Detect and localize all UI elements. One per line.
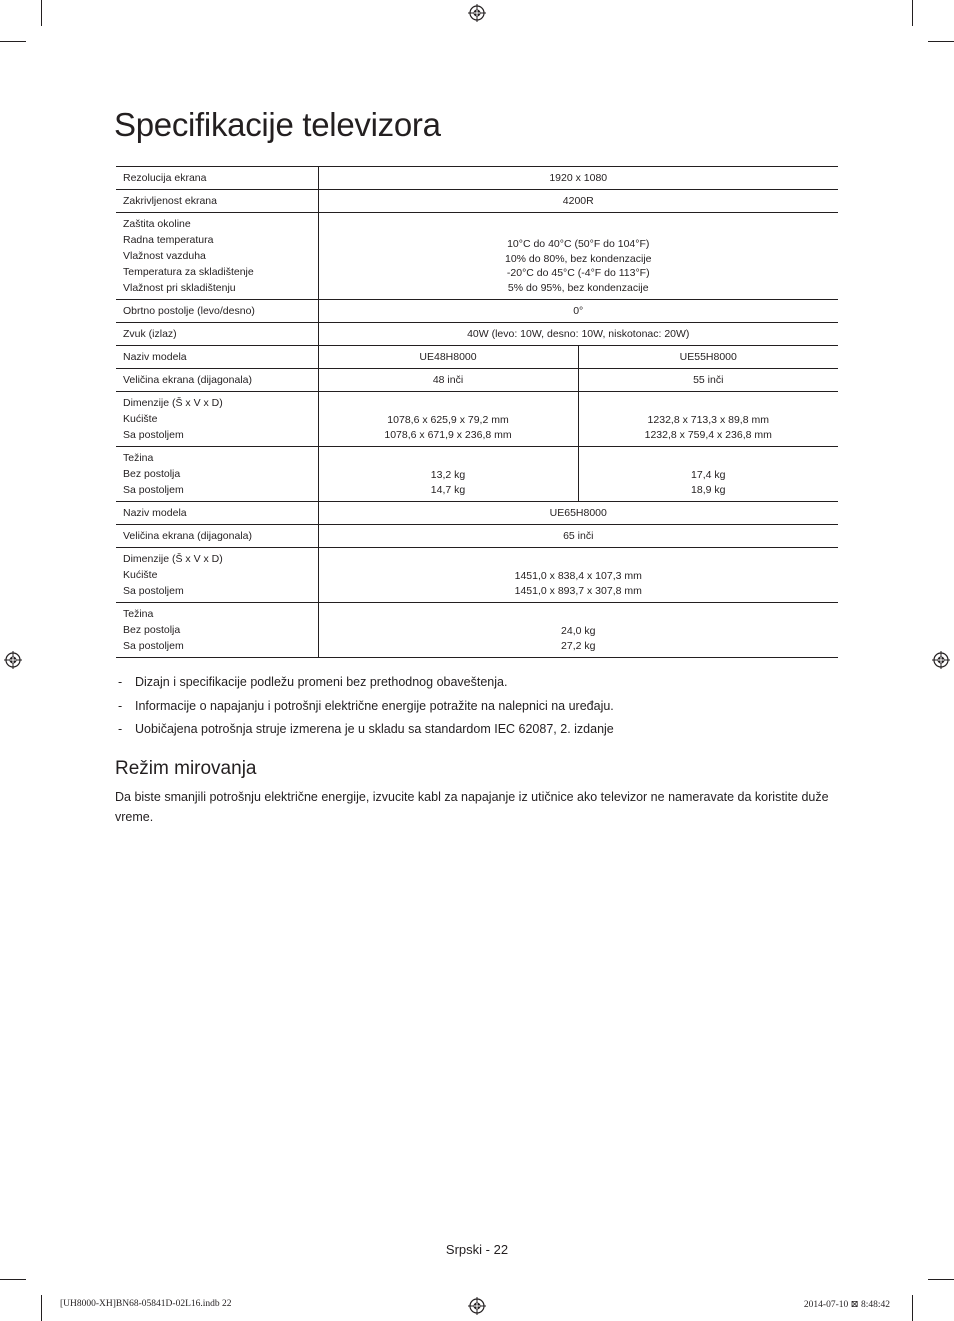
spec-value-line: UE65H8000 — [549, 507, 607, 519]
spec-label-line: Zvuk (izlaz) — [123, 328, 177, 340]
note-item — [118, 696, 614, 720]
spec-value-line: 17,4 kg — [691, 469, 726, 481]
spec-label-cell — [116, 167, 318, 190]
spec-value-cell — [578, 346, 838, 369]
print-slug-timestamp: 2014-07-10 ⊠ 8:48:42 — [803, 1300, 890, 1310]
spec-table-body — [116, 167, 838, 658]
note-item — [118, 672, 614, 696]
spec-label-line: Kućište — [123, 413, 158, 425]
registration-target-icon — [932, 651, 950, 669]
registration-target-icon — [468, 1297, 486, 1315]
spec-value-cell — [318, 213, 838, 300]
spec-value-cell — [318, 323, 838, 346]
spec-value-line: 4200R — [562, 195, 594, 207]
spec-row — [116, 525, 838, 548]
spec-row — [116, 323, 838, 346]
spec-row — [116, 369, 838, 392]
spec-label-line: Naziv modela — [123, 351, 187, 363]
crop-mark-top-left-h — [0, 41, 26, 42]
spec-label-line: Obrtno postolje (levo/desno) — [123, 305, 255, 317]
spec-label-cell — [116, 548, 318, 603]
spec-label-line: Težina — [123, 608, 154, 620]
note-text: Dizajn i specifikacije podležu promeni bez prethodnog obaveštenja. — [135, 675, 508, 689]
spec-row — [116, 300, 838, 323]
registration-target-icon — [468, 4, 486, 22]
spec-value-line: 10°C do 40°C (50°F do 104°F) — [507, 238, 650, 250]
spec-value-cell — [318, 502, 838, 525]
crop-mark-top-right-h — [928, 41, 954, 42]
spec-label-line: Sa postoljem — [123, 640, 184, 652]
spec-value-line: 27,2 kg — [561, 639, 596, 652]
note-text: Informacije o napajanju i potrošnji električne energije potražite na nalepnici na uređaju. — [135, 698, 614, 713]
spec-row — [116, 548, 838, 603]
spec-value-cell — [318, 548, 838, 603]
crop-mark-bottom-right-h — [928, 1279, 954, 1280]
spec-table — [116, 166, 838, 658]
spec-label-cell — [116, 323, 318, 346]
spec-label-line: Zakrivljenost ekrana — [123, 195, 217, 207]
section-title: Režim mirovanja — [115, 758, 257, 779]
spec-label-line: Vlažnost pri skladištenju — [123, 282, 236, 294]
spec-value-line: 18,9 kg — [691, 483, 726, 496]
spec-row — [116, 392, 838, 447]
spec-label-cell — [116, 346, 318, 369]
spec-value-line: 1078,6 x 625,9 x 79,2 mm — [387, 414, 509, 426]
spec-value-cell — [318, 392, 578, 447]
spec-label-line: Sa postoljem — [123, 484, 184, 496]
spec-row — [116, 346, 838, 369]
section-paragraph: Da biste smanjili potrošnju električne energije, izvucite kabl za napajanje iz utičnice ako televizor ne nameravate da koristite duže vreme. — [115, 790, 829, 824]
spec-label-line: Sa postoljem — [123, 429, 184, 441]
spec-label-line: Naziv modela — [123, 507, 187, 519]
spec-row — [116, 213, 838, 300]
spec-value-line: 1451,0 x 838,4 x 107,3 mm — [514, 570, 642, 582]
spec-label-line: Dimenzije (Š x V x D) — [123, 553, 223, 565]
crop-mark-bottom-left-h — [0, 1279, 26, 1280]
spec-label-cell — [116, 525, 318, 548]
spec-label-line: Sa postoljem — [123, 585, 184, 597]
spec-value-cell — [318, 369, 578, 392]
print-slug-filename: [UH8000-XH]BN68-05841D-02L16.indb 22 — [60, 1299, 232, 1309]
spec-label-line: Bez postolja — [123, 624, 181, 636]
spec-value-line: 48 inči — [432, 374, 464, 386]
spec-value-line: 24,0 kg — [561, 625, 596, 637]
spec-value-line: -20°C do 45°C (-4°F do 113°F) — [506, 267, 650, 279]
spec-value-line: 40W (levo: 10W, desno: 10W, niskotonac: 20W) — [467, 328, 690, 340]
spec-label-line: Veličina ekrana (dijagonala) — [123, 374, 252, 386]
spec-label-cell — [116, 502, 318, 525]
spec-value-cell — [318, 447, 578, 502]
spec-value-line: UE55H8000 — [679, 351, 737, 363]
spec-row — [116, 502, 838, 525]
spec-label-line: Dimenzije (Š x V x D) — [123, 397, 223, 409]
spec-value-cell — [578, 369, 838, 392]
spec-value-cell — [318, 300, 838, 323]
spec-label-cell — [116, 603, 318, 658]
spec-value-cell — [578, 447, 838, 502]
spec-value-line: UE48H8000 — [419, 351, 477, 363]
spec-value-line: 5% do 95%, bez kondenzacije — [507, 281, 649, 294]
spec-value-cell — [318, 603, 838, 658]
note-bullet: - — [118, 675, 123, 689]
spec-value-cell — [318, 525, 838, 548]
spec-label-cell — [116, 190, 318, 213]
spec-value-line: 1920 x 1080 — [549, 172, 608, 184]
crop-mark-bottom-left-v — [41, 1295, 42, 1321]
spec-row — [116, 167, 838, 190]
spec-value-cell — [318, 167, 838, 190]
crop-mark-bottom-right-v — [912, 1295, 913, 1321]
note-bullet: - — [118, 698, 123, 713]
note-item — [118, 719, 614, 743]
spec-label-cell — [116, 447, 318, 502]
spec-label-cell — [116, 300, 318, 323]
spec-value-line: 55 inči — [693, 374, 724, 386]
spec-label-cell — [116, 369, 318, 392]
spec-value-line: 10% do 80%, bez kondenzacije — [504, 252, 652, 265]
spec-label-line: Vlažnost vazduha — [123, 250, 206, 262]
spec-value-cell — [318, 190, 838, 213]
registration-target-icon — [4, 651, 22, 669]
spec-row — [116, 447, 838, 502]
spec-label-line: Radna temperatura — [123, 234, 214, 246]
spec-value-cell — [318, 346, 578, 369]
spec-value-cell — [578, 392, 838, 447]
spec-value-line: 65 inči — [563, 530, 594, 542]
spec-row — [116, 190, 838, 213]
notes-list — [118, 672, 614, 743]
spec-value-line: 1232,8 x 713,3 x 89,8 mm — [647, 414, 769, 426]
spec-value-line: 0° — [573, 305, 584, 317]
spec-label-cell — [116, 213, 318, 300]
spec-value-line: 1232,8 x 759,4 x 236,8 mm — [644, 428, 772, 441]
spec-value-line: 13,2 kg — [430, 469, 466, 481]
note-text: Uobičajena potrošnja struje izmerena je u skladu sa standardom IEC 62087, 2. izdanje — [135, 722, 614, 736]
crop-mark-top-left-v — [41, 0, 42, 26]
spec-label-cell — [116, 392, 318, 447]
crop-mark-top-right-v — [912, 0, 913, 26]
page-number: Srpski - 22 — [445, 1242, 509, 1257]
spec-value-line: 1451,0 x 893,7 x 307,8 mm — [514, 584, 642, 597]
spec-label-line: Veličina ekrana (dijagonala) — [123, 530, 252, 542]
page-title: Specifikacije televizora — [114, 106, 441, 143]
note-bullet: - — [118, 722, 123, 736]
spec-label-line: Rezolucija ekrana — [123, 172, 207, 184]
spec-label-line: Težina — [123, 452, 154, 464]
spec-value-line: 1078,6 x 671,9 x 236,8 mm — [384, 428, 512, 441]
spec-label-line: Kućište — [123, 569, 158, 581]
spec-label-line: Zaštita okoline — [123, 218, 191, 230]
spec-label-line: Temperatura za skladištenje — [123, 266, 254, 278]
spec-value-line: 14,7 kg — [430, 483, 466, 496]
spec-label-line: Bez postolja — [123, 468, 181, 480]
spec-row — [116, 603, 838, 658]
